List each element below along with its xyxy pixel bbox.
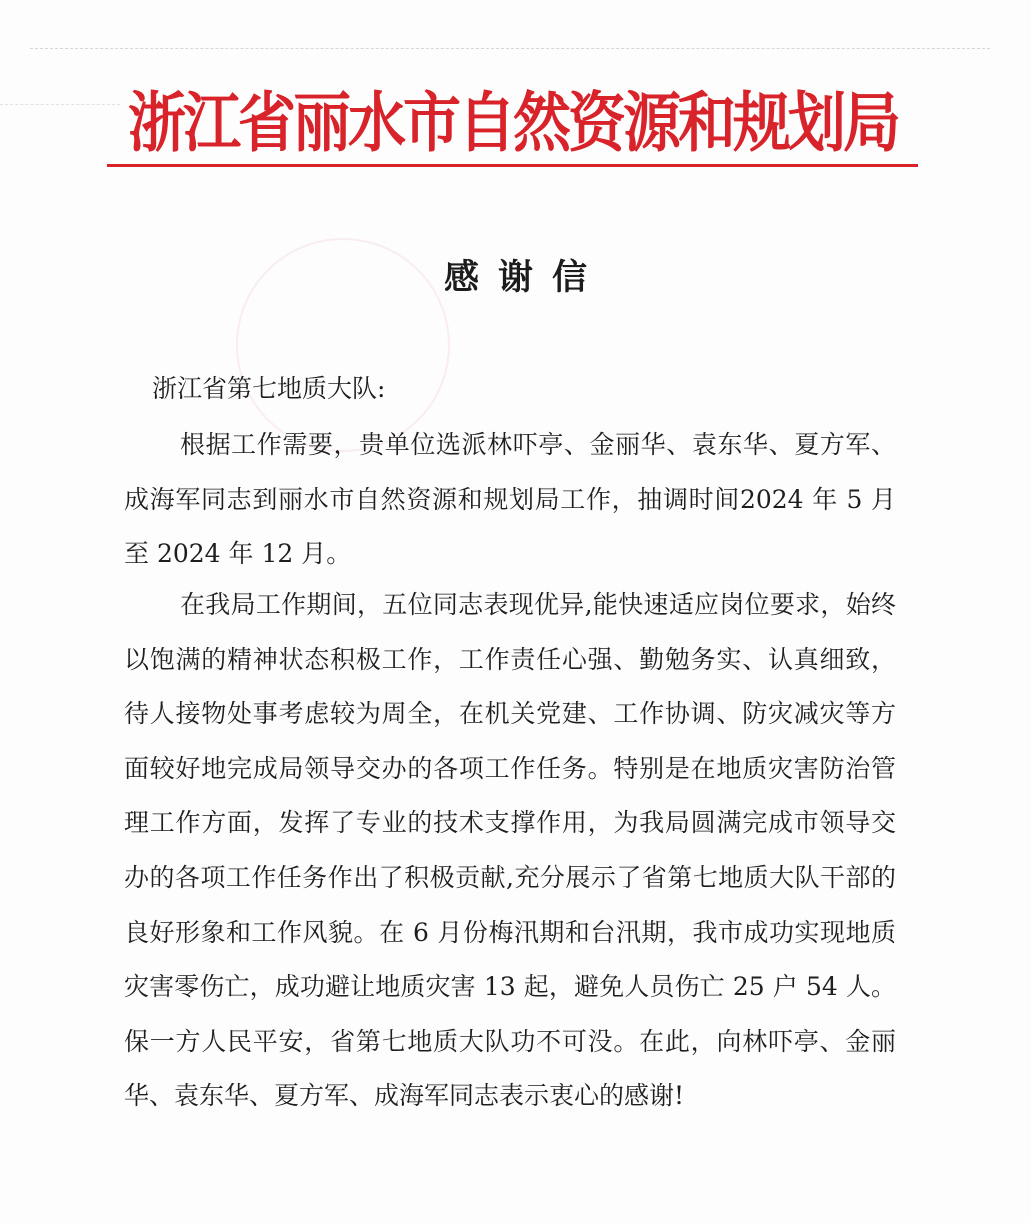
body-paragraph-2: 在我局工作期间，五位同志表现优异,能快速适应岗位要求，始终以饱满的精神状态积极工作，工作责任心强、勤勉务实、认真细致，待人接物处事考虑较为周全，在机关党建、工作协调、防灾减灾等方面较好地完成局领导交办的各项工作任务。特别是在地质灾害防治管理工作方面，发挥了专业的技术支撑作用，为我局圆满完成市领导交办的各项工作任务作出了积极贡献,充分展示了省第七地质大队干部的良好形象和工作风貌。在 6 月份梅汛期和台汛期，我市成功实现地质灾害零伤亡，成功避让地质灾害 13 起，避免人员伤亡 25 户 54 人。保一方人民平安，省第七地质大队功不可没。在此，向林吓亭、金丽华、袁东华、夏方军、成海军同志表示衷心的感谢! [124,590,896,1111]
body-paragraph-1: 根据工作需要，贵单位选派林吓亭、金丽华、袁东华、夏方军、成海军同志到丽水市自然资源和规划局工作，抽调时间2024 年 5 月至 2024 年 12 月。 [124,430,896,569]
salutation: 浙江省第七地质大队: [152,374,386,403]
letterhead-red-rule [107,164,918,167]
scan-artifact-line [0,104,120,105]
scan-artifact-line [30,48,990,49]
document-title: 感谢信 [443,258,606,298]
letterhead-org-name: 浙江省丽水市自然资源和规划局 [127,84,898,161]
